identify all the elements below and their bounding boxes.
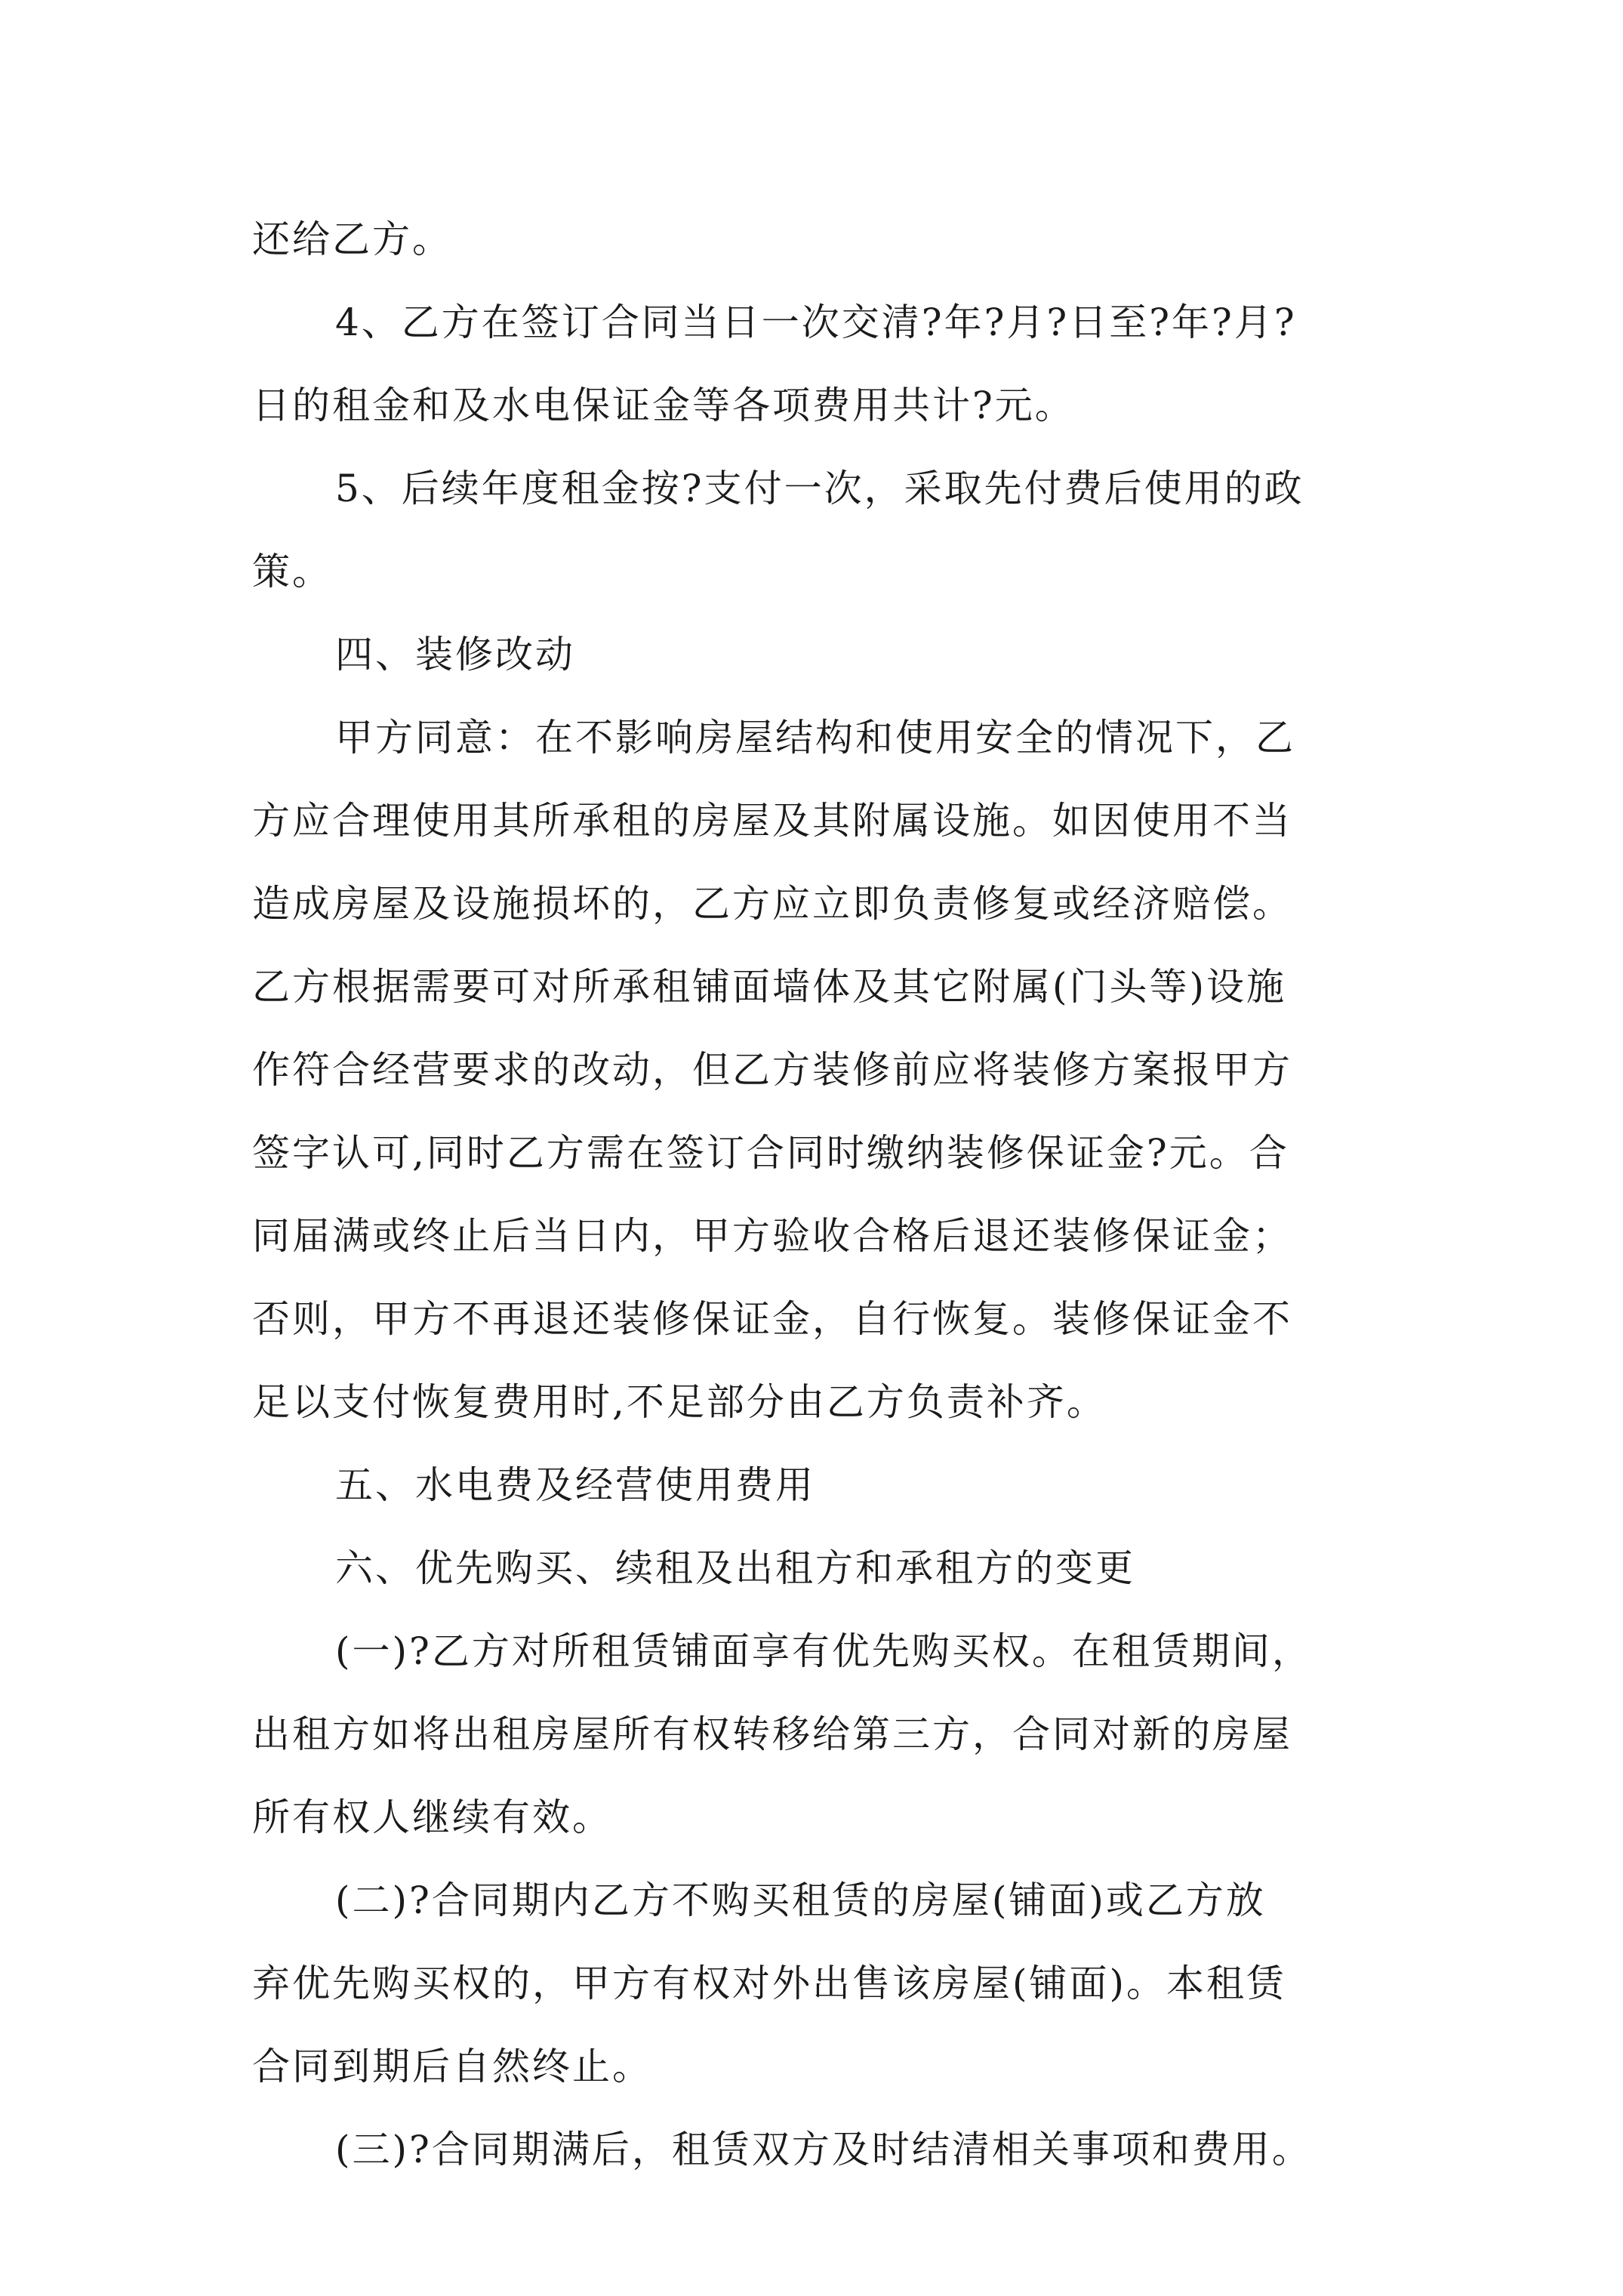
text-line: 所有权人继续有效。 <box>252 1795 612 1839</box>
text-line: 还给乙方。 <box>252 217 452 261</box>
text-line: 造成房屋及设施损坏的，乙方应立即负责修复或经济赔偿。 <box>252 882 1292 926</box>
text-line: 4、乙方在签订合同当日一次交清?年?月?日至?年?月? <box>335 300 1297 344</box>
text-line: 弃优先购买权的，甲方有权对外出售该房屋(铺面)。本租赁 <box>252 1962 1287 2005</box>
section-heading: 五、水电费及经营使用费用 <box>335 1463 815 1507</box>
text-line: 签字认可,同时乙方需在签订合同时缴纳装修保证金?元。合 <box>252 1131 1289 1175</box>
section-heading: 六、优先购买、续租及出租方和承租方的变更 <box>335 1546 1135 1590</box>
text-line: 日的租金和及水电保证金等各项费用共计?元。 <box>252 384 1075 427</box>
text-line: 5、后续年度租金按?支付一次，采取先付费后使用的政 <box>335 467 1304 510</box>
text-line: 作符合经营要求的改动，但乙方装修前应将装修方案报甲方 <box>252 1048 1292 1092</box>
text-line: 否则，甲方不再退还装修保证金，自行恢复。装修保证金不 <box>252 1297 1292 1341</box>
document-body <box>252 198 1400 2191</box>
section-heading: 四、装修改动 <box>335 633 575 676</box>
text-line: (一)?乙方对所租赁铺面享有优先购买权。在租赁期间， <box>335 1629 1312 1673</box>
text-line: 足以支付恢复费用时,不足部分由乙方负责补齐。 <box>252 1380 1107 1424</box>
text-line: 合同到期后自然终止。 <box>252 2045 652 2088</box>
text-line: 乙方根据需要可对所承租铺面墙体及其它附属(门头等)设施 <box>252 965 1287 1009</box>
text-line: 策。 <box>252 550 332 593</box>
text-line: 出租方如将出租房屋所有权转移给第三方，合同对新的房屋 <box>252 1712 1292 1756</box>
text-line: 甲方同意：在不影响房屋结构和使用安全的情况下，乙 <box>335 716 1295 760</box>
text-line: 方应合理使用其所承租的房屋及其附属设施。如因使用不当 <box>252 799 1292 843</box>
text-line: 同届满或终止后当日内，甲方验收合格后退还装修保证金； <box>252 1214 1292 1258</box>
text-line: (二)?合同期内乙方不购买租赁的房屋(铺面)或乙方放 <box>335 1878 1266 1922</box>
text-line: (三)?合同期满后，租赁双方及时结清相关事项和费用。 <box>335 2128 1312 2171</box>
